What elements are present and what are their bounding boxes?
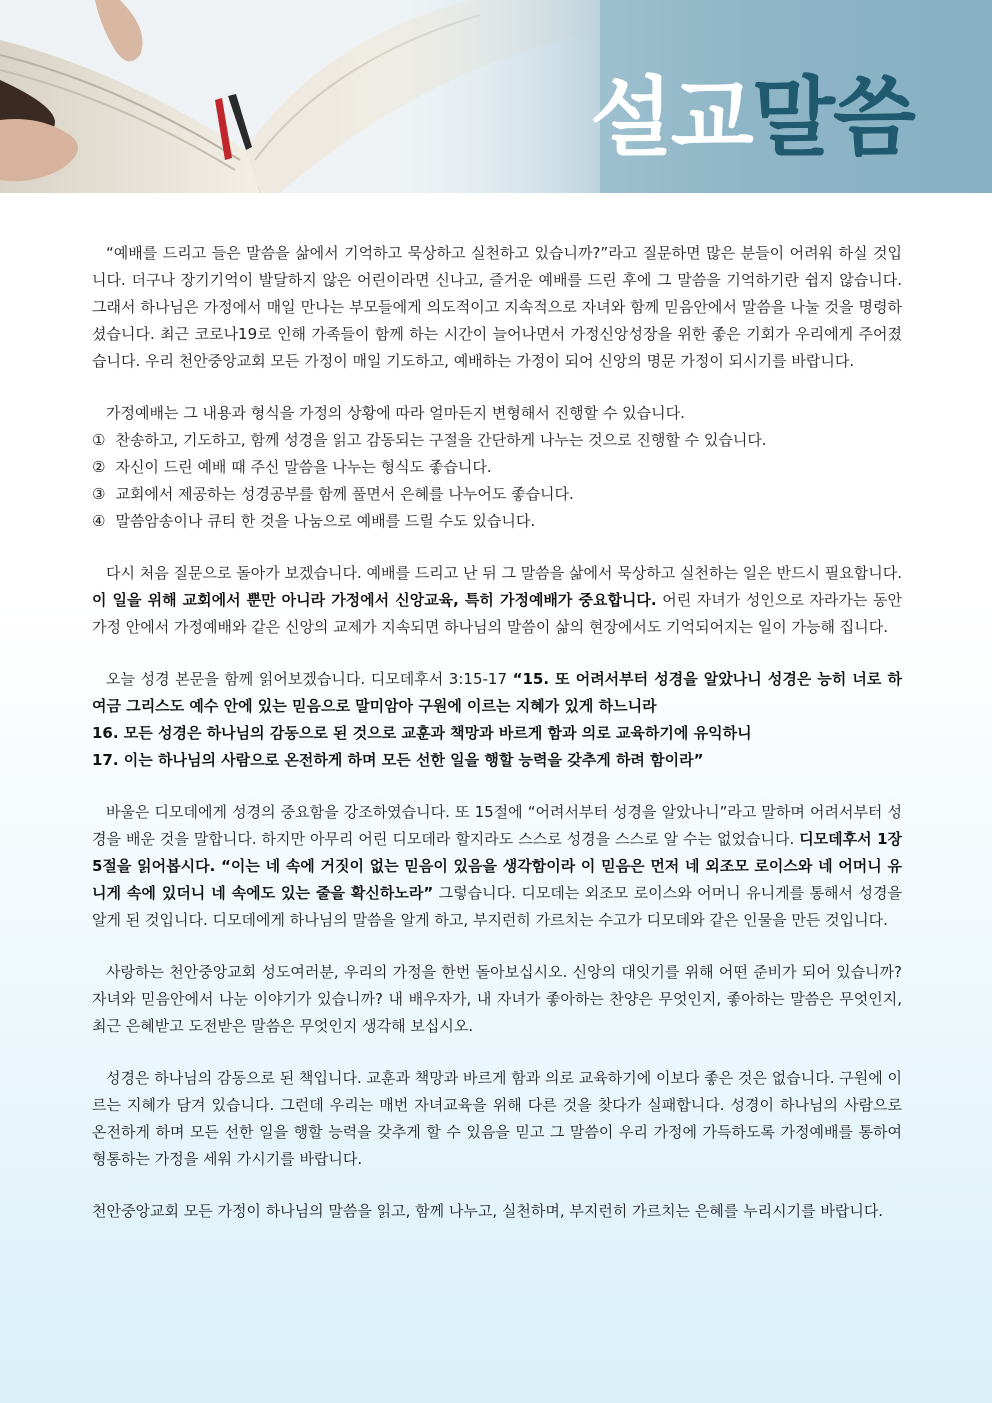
list-number: ② <box>92 458 106 476</box>
paragraph-4 <box>92 666 902 774</box>
paragraph-8: 천안중앙교회 모든 가정이 하나님의 말씀을 읽고, 함께 나누고, 실천하며, 부지런히 가르치는 은혜를 누리시기를 바랍니다. <box>92 1202 884 1220</box>
page-title <box>589 68 914 168</box>
list-item <box>92 427 902 454</box>
list-text: 찬송하고, 기도하고, 함께 성경을 읽고 감동되는 구절을 간단하게 나누는 것으로 진행할 수 있습니다. <box>115 431 767 449</box>
list-text: 자신이 드린 예배 때 주신 말씀을 나누는 형식도 좋습니다. <box>115 458 492 476</box>
list-item <box>92 481 902 508</box>
verse-15: “15. 또 어려서부터 성경을 알았나니 성경은 능히 너로 하여금 그리스도 예수 안에 있는 믿음으로 말미암아 구원에 이르는 지혜가 있게 하느니라 <box>92 670 902 715</box>
sermon-body <box>92 240 902 1250</box>
list-number: ④ <box>92 512 106 530</box>
list-item <box>92 508 902 535</box>
paragraph-3 <box>92 560 902 641</box>
paragraph-5-emphasis: 디모데후서 1장 5절을 읽어봅시다. “이는 네 속에 거짓이 없는 믿음이 있음을 생각함이라 이 믿음은 먼저 네 외조모 로이스와 네 어머니 유니게 속에 있더니 네 속에도 있는 줄을 확신하노라” <box>92 830 902 902</box>
paragraph-5 <box>92 799 902 934</box>
page-header <box>0 0 992 193</box>
paragraph-3-text-a: 다시 처음 질문으로 돌아가 보겠습니다. 예배를 드리고 난 뒤 그 말씀을 삶에서 묵상하고 실천하는 일은 반드시 필요합니다. <box>106 564 902 582</box>
paragraph-3-text-c: 어린 자녀가 성인으로 자라가는 동안 가정 안에서 가정예배와 같은 신앙의 교제가 지속되면 하나님의 말씀이 삶의 현장에서도 기억되어지는 일이 가능해 집니다. <box>92 591 902 636</box>
verse-16: 16. 모든 성경은 하나님의 감동으로 된 것으로 교훈과 책망과 바르게 함과 의로 교육하기에 유익하니 <box>92 724 752 742</box>
paragraph-5-text-a: 바울은 디모데에게 성경의 중요함을 강조하였습니다. 또 15절에 “어려서부터 성경을 알았나니”라고 말하며 어려서부터 성경을 배운 것을 말합니다. 하지만 아무리 어린 디모데라 할지라도 스스로 성경을 스스로 알 수는 없었습니다. <box>92 803 902 848</box>
list-text: 교회에서 제공하는 성경공부를 함께 풀면서 은혜를 나누어도 좋습니다. <box>115 485 574 503</box>
verse-17: 17. 이는 하나님의 사람으로 온전하게 하며 모든 선한 일을 행할 능력을 갖추게 하려 함이라” <box>92 751 704 769</box>
title-part2: 말씀 <box>751 68 914 168</box>
list-number: ③ <box>92 485 106 503</box>
list-item <box>92 454 902 481</box>
paragraph-4-text-a: 오늘 성경 본문을 함께 읽어보겠습니다. 디모데후서 3:15-17 <box>106 670 513 688</box>
paragraph-1: “예배를 드리고 들은 말씀을 삶에서 기억하고 묵상하고 실천하고 있습니까?”라고 질문하면 많은 분들이 어려워 하실 것입니다. 더구나 장기기억이 발달하지 않은 어린이라면 신나고, 즐거운 예배를 드린 후에 그 말씀을 기억하기란 쉽지 않습니다. 그래서 하나님은 가정에서 매일 만나는 부모들에게 의도적이고 지속적으로 자녀와 함께 믿음안에서 말씀을 나눌 것을 명령하셨습니다. 최근 코로나19로 인해 가족들이 함께 하는 시간이 늘어나면서 가정신앙성장을 위한 좋은 기회가 우리에게 주어졌습니다. 우리 천안중앙교회 모든 가정이 매일 기도하고, 예배하는 가정이 되어 신앙의 명문 가정이 되시기를 바랍니다. <box>92 244 902 370</box>
paragraph-6: 사랑하는 천안중앙교회 성도여러분, 우리의 가정을 한번 돌아보십시오. 신앙의 대잇기를 위해 어떤 준비가 되어 있습니까? 자녀와 믿음안에서 나눈 이야기가 있습니까? 내 배우자가, 내 자녀가 좋아하는 찬양은 무엇인지, 좋아하는 말씀은 무엇인지, 최근 은혜받고 도전받은 말씀은 무엇인지 생각해 보십시오. <box>92 963 902 1035</box>
title-part1: 설교 <box>589 68 752 168</box>
list-text: 말씀암송이나 큐티 한 것을 나눔으로 예배를 드릴 수도 있습니다. <box>115 512 536 530</box>
list-number: ① <box>92 431 106 449</box>
paragraph-2-intro: 가정예배는 그 내용과 형식을 가정의 상황에 따라 얼마든지 변형해서 진행할 수 있습니다. <box>106 404 685 422</box>
paragraph-7: 성경은 하나님의 감동으로 된 책입니다. 교훈과 책망과 바르게 함과 의로 교육하기에 이보다 좋은 것은 없습니다. 구원에 이르는 지혜가 담겨 있습니다. 그런데 우리는 매번 자녀교육을 위해 다른 것을 찾다가 실패합니다. 성경이 하나님의 사람으로 온전하게 하며 모든 선한 일을 행할 능력을 갖추게 할 수 있음을 믿고 그 말씀이 우리 가정에 가득하도록 가정예배를 통하여 형통하는 가정을 세워 가시기를 바랍니다. <box>92 1069 902 1168</box>
worship-method-list <box>92 427 902 535</box>
paragraph-3-emphasis: 이 일을 위해 교회에서 뿐만 아니라 가정에서 신앙교육, 특히 가정예배가 중요합니다. <box>92 591 657 609</box>
paragraph-5-text-c: 그렇습니다. 디모데는 외조모 로이스와 어머니 유니게를 통해서 성경을 알게 된 것입니다. 디모데에게 하나님의 말씀을 알게 하고, 부지런히 가르치는 수고가 디모데와 같은 인물을 만든 것입니다. <box>92 884 902 929</box>
open-bible-photo <box>0 0 600 193</box>
